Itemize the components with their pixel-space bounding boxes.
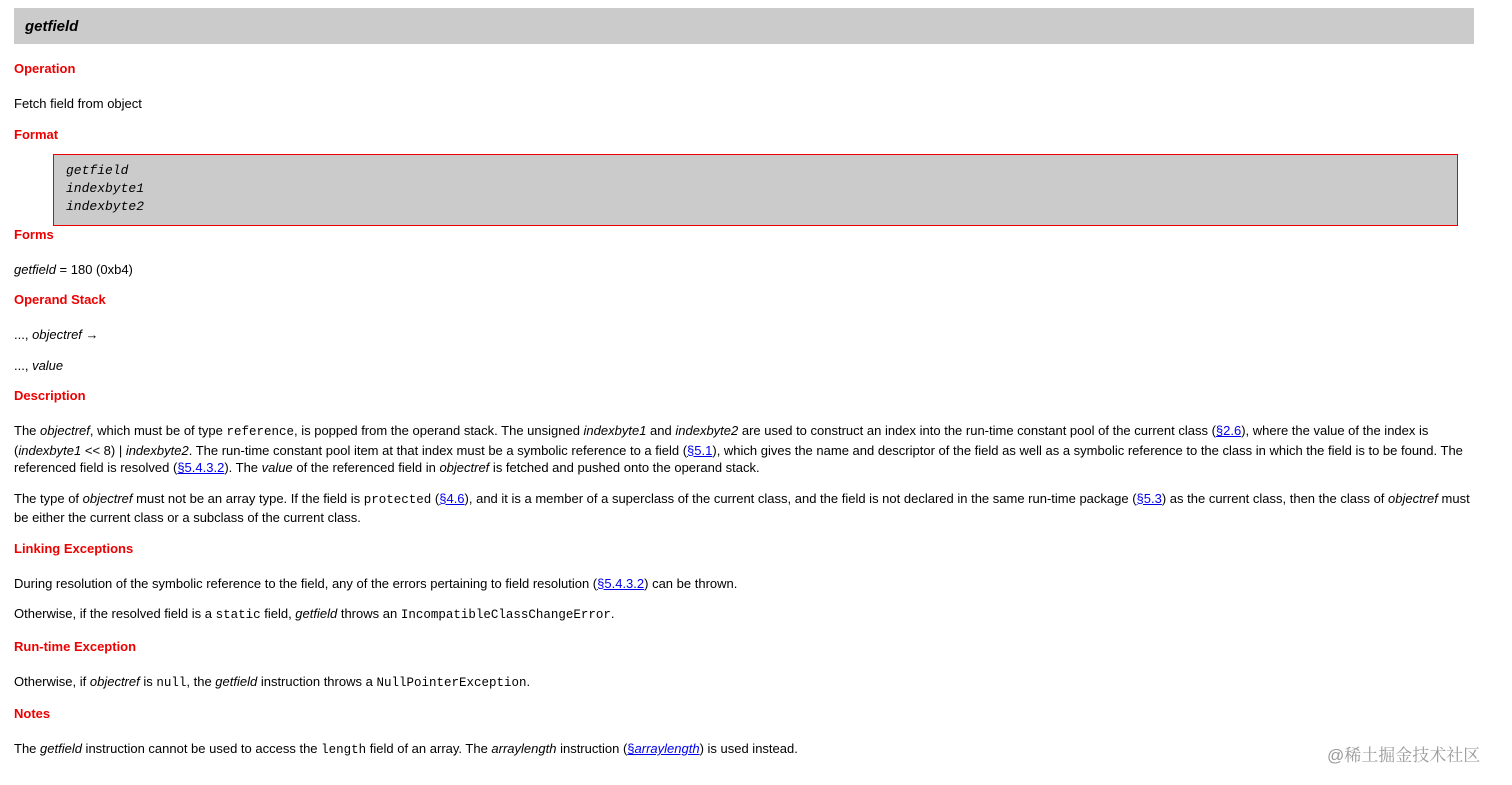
text-run: During resolution of the symbolic reference to the field, any of the errors pertaining to field resolution ( — [14, 575, 598, 591]
code-run: NullPointerException — [376, 675, 527, 690]
text-run: Otherwise, if the resolved field is a — [14, 606, 216, 621]
text-run: objectref — [40, 423, 90, 438]
link-5-4-3-2[interactable]: §5.4.3.2 — [597, 575, 645, 591]
link-2-6[interactable]: §2.6 — [1215, 423, 1242, 438]
text-run: must be either the current class or a subclass of the current class. — [14, 490, 1470, 525]
text-run: objectref — [89, 673, 140, 689]
runtime-paragraph-1 — [14, 673, 1474, 693]
forms-text — [14, 261, 1474, 279]
text-run: indexbyte2 — [675, 423, 739, 438]
text-run: ). The — [224, 460, 262, 475]
text-run: ), where the value of the index is ( — [14, 423, 1429, 458]
text-run: The — [14, 423, 41, 438]
text-run: ) as the current class, then the class of — [1161, 490, 1389, 506]
text-run: ), which gives the name and descriptor of the field as well as a symbolic reference to the class in which the field is to be found. The referenced field is resolved ( — [14, 442, 1463, 475]
format-line: indexbyte2 — [66, 198, 145, 214]
code-run: protected — [363, 492, 432, 507]
description-section — [14, 387, 1474, 527]
watermark: @稀土掘金技术社区 — [1327, 746, 1481, 765]
notes-paragraph-1 — [14, 740, 1474, 760]
code-run: static — [215, 608, 261, 622]
text-run: is — [139, 673, 157, 689]
text-run: objectref — [1388, 490, 1438, 506]
linking-paragraph-1 — [14, 575, 1474, 593]
text-run: throws an — [337, 606, 401, 621]
link-5-3[interactable]: §5.3 — [1136, 490, 1162, 506]
operand-stack-after — [14, 357, 1474, 375]
stack-item: objectref — [32, 327, 82, 342]
notes-heading: Notes — [14, 706, 51, 721]
link-arraylength-text: arraylength — [634, 741, 700, 756]
text-run: << 8) | — [81, 442, 126, 458]
operand-stack-before — [14, 326, 1474, 344]
text-run: ( — [431, 490, 440, 506]
stack-item: value — [32, 357, 64, 373]
text-run: are used to construct an index into the run-time constant pool of the current class ( — [738, 423, 1216, 438]
link-5-4-3-2[interactable]: §5.4.3.2 — [177, 460, 225, 475]
description-heading: Description — [14, 388, 86, 403]
text-run: value — [261, 460, 293, 475]
stack-prefix: ..., — [14, 357, 33, 373]
operand-stack-section — [14, 291, 1474, 374]
linking-paragraph-2 — [14, 605, 1474, 625]
text-run: , the — [186, 673, 216, 689]
text-run: The type of — [14, 490, 83, 506]
text-run: field, — [260, 606, 296, 621]
stack-arrow: → — [81, 327, 99, 342]
text-run: must not be an array type. If the field is — [132, 490, 364, 506]
link-section-sign: § — [627, 741, 635, 756]
text-run: . — [526, 673, 531, 689]
link-5-1[interactable]: §5.1 — [687, 442, 713, 458]
text-run: objectref — [439, 460, 490, 475]
instruction-page — [14, 8, 1474, 760]
forms-section — [14, 226, 1474, 279]
forms-name: getfield — [14, 261, 56, 277]
description-paragraph-2 — [14, 490, 1474, 527]
forms-heading: Forms — [14, 226, 54, 242]
link-arraylength[interactable] — [627, 741, 699, 756]
title-bar — [14, 8, 1474, 44]
code-run: length — [321, 743, 367, 757]
format-line: getfield — [66, 162, 129, 178]
text-run: getfield — [215, 673, 258, 689]
runtime-exception-section — [14, 638, 1474, 693]
operand-stack-heading: Operand Stack — [14, 292, 106, 307]
text-run: getfield — [295, 606, 338, 621]
description-paragraph-1 — [14, 422, 1474, 477]
text-run: The — [14, 741, 41, 756]
text-run: ) can be thrown. — [644, 575, 738, 591]
text-run: instruction cannot be used to access the — [81, 741, 322, 756]
text-run: , is popped from the operand stack. The unsigned — [293, 423, 584, 438]
text-run: indexbyte2 — [125, 442, 189, 458]
text-run: Otherwise, if — [14, 673, 90, 689]
text-run: is fetched and pushed onto the operand stack. — [489, 460, 760, 475]
format-heading: Format — [14, 126, 59, 142]
runtime-exception-heading: Run-time Exception — [14, 638, 137, 654]
code-run: reference — [226, 425, 294, 439]
page-title: getfield — [25, 17, 79, 35]
text-run: ) is used instead. — [699, 741, 798, 756]
text-run: objectref — [82, 490, 133, 506]
link-4-6[interactable]: §4.6 — [439, 490, 465, 506]
operation-text: Fetch field from object — [14, 96, 142, 111]
linking-exceptions-heading: Linking Exceptions — [14, 540, 134, 556]
text-run: of the referenced field in — [292, 460, 440, 475]
text-run: , which must be of type — [89, 423, 227, 438]
format-section — [14, 126, 1474, 226]
text-run: arraylength — [491, 741, 557, 756]
format-line: indexbyte1 — [66, 180, 145, 196]
text-run: indexbyte1 — [583, 423, 647, 438]
operation-section — [14, 60, 1474, 113]
text-run: indexbyte1 — [18, 442, 82, 458]
text-run: getfield — [40, 741, 82, 756]
text-run: field of an array. The — [366, 741, 492, 756]
code-run: null — [156, 675, 187, 690]
text-run: and — [646, 423, 676, 438]
linking-exceptions-section — [14, 540, 1474, 625]
code-run: IncompatibleClassChangeError — [400, 608, 611, 622]
notes-section — [14, 705, 1474, 760]
format-box — [53, 154, 1458, 226]
text-run: ), and it is a member of a superclass of the current class, and the field is not declared in the same run-time package ( — [464, 490, 1137, 506]
operation-heading: Operation — [14, 61, 76, 76]
stack-prefix: ..., — [14, 327, 33, 342]
text-run: instruction throws a — [257, 673, 377, 689]
forms-value: = 180 (0xb4) — [55, 261, 133, 277]
text-run: instruction ( — [556, 741, 628, 756]
text-run: . The run-time constant pool item at that index must be a symbolic reference to a field ( — [188, 442, 688, 458]
text-run: . — [610, 606, 615, 621]
